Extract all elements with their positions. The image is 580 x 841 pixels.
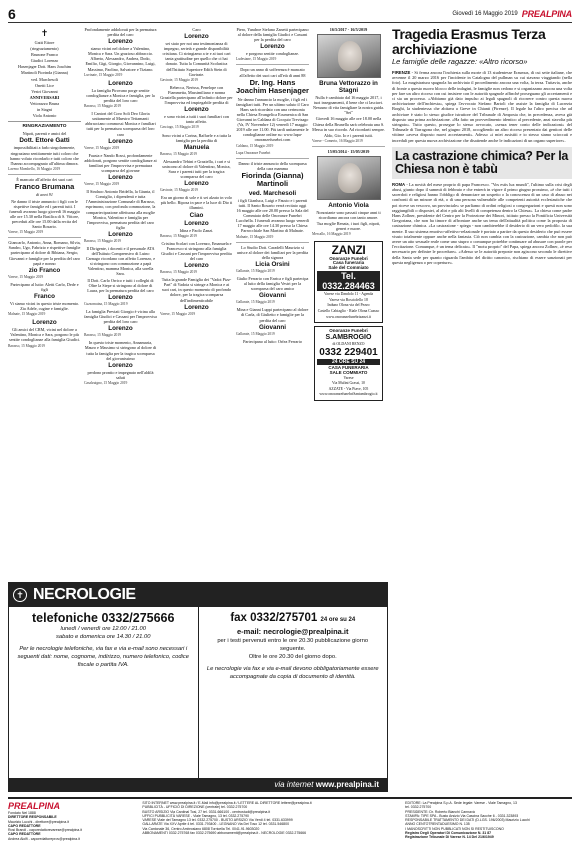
notice-signature: Tua moglie Renata, i tuoi figli, nipoti, generi e nuore.: [316, 221, 381, 232]
notice-text: Alessandro Tebini e Graziella, i cari e si uniscono al dolore di Valentino, Monica, Sara e i parenti tutti per la tragica scomparsa del caro: [162, 158, 231, 180]
index-item: Onetti Lice: [35, 82, 54, 88]
notice-text: Danno il triste annuncio della scomparsa della cara mamma: [238, 160, 307, 171]
email-link[interactable]: e-mail: necrologie@prealpina.it: [236, 627, 349, 636]
index-item: Viola Antonio: [32, 113, 57, 119]
index-item: ved. Marchesoli: [31, 76, 58, 82]
notice-text: Sono vicini a Corina, Raffaele e a tutta la famiglia per la perdita di: [161, 132, 232, 143]
notice-date: Barasso, 15 Maggio 2019: [84, 333, 121, 338]
index-item: Giudici Lorenzo: [30, 58, 59, 64]
article-subheadline: Le famiglie delle ragazze: «Altro ricorso»: [392, 57, 528, 66]
index-item: Gatti Ettore: [34, 40, 55, 45]
notice-date: Luvinate, 15 Maggio 2019: [84, 72, 123, 77]
colophon-line: SITO INTERNET www.prealpina.it / E-Mail info@prealpina.it / LETTERE AL DIRETTORE lettere@prealpina.it: [142, 801, 312, 805]
ad-line: di OLDANI RENZO: [332, 341, 365, 346]
notice-text: Il Sindaco Antonio Bridella, la Giunta, il Consiglio, i dipendenti e tutta l'Amministrazione Comunale di Barasso, esprimono, con profonda commozione, la compartecipazione affettuosa alla moglie Monica, Valentino e famiglia per l'improvvisa, prematura perdita del caro figlio: [85, 189, 156, 230]
notice-text: perdono prontio e impegnato nell'aldilà saluti: [87, 369, 154, 380]
deceased-name: Franco Brumana: [14, 181, 75, 191]
notice-text: sei stato per noi una testimonianza di impegno, serietà e grande disponibilità cristiana. Ci stringiamo a te e ai tuoi cari tanta gratitudine per quello che ci hai donato. Tutta la Comunità Scolastica dell'Istituto Superiore Edith Stein di Gavirate.: [162, 41, 231, 77]
index-item: Martinoli Fiorinda (Gianna): [21, 70, 68, 76]
notice-date: Varese, 15 Maggio 2019: [8, 230, 44, 235]
notice-text: i figli Gianluca, Luigi e Fausto e i parenti tutti. Il Santo Rosario verrà recitato oggi 16 maggio alle ore 20.00 presso la Sala del Commiato delle Onoranze Funebri Lucchella. I funerali avranno luogo venerdì 17 maggio alle ore 14.30 presso la Chiesa Parrocchiale San Martino di Malnate.: [236, 197, 309, 234]
deceased-name: Giovanni: [259, 292, 286, 300]
notice-text: impossibilitati a farlo singolarmente, ringraziano sentitamente tutti coloro che hanno voluto ricordarlo e tutti coloro che l'hanno accompagnato all'ultima dimora.: [10, 145, 79, 166]
notice-text: Giovedì 16 maggio alle ore 18.00 nella Chiesa della Brunella sarà celebrata una S. Messa in suo ricordo. Ad ricordarti sempre.: [312, 116, 385, 132]
cross-icon: ✝: [40, 28, 49, 38]
zanzi-ad: [314, 241, 383, 324]
ad-website: www.onoranzefunebriSantambrogio.it: [319, 392, 378, 397]
deceased-name-suffix: ved. Marchesoli: [248, 189, 297, 197]
divider: [312, 146, 385, 147]
colophon-line: Registrazione Tribunale Di Varese N. 14 Del 21/6/1949: [405, 835, 494, 840]
ad-name: S.AMBROGIO: [325, 333, 372, 341]
page-number: 6: [8, 5, 16, 22]
fax-line: [205, 611, 382, 627]
notice-text: Era un giorno di sole e ti sei alzato in volo più bello. Riposa in pace e la luce di Dio ti illumini.: [160, 195, 233, 211]
colophon-line: Maurizio Lucchi - direttore@prealpina.it: [8, 819, 69, 824]
news-column: [392, 27, 572, 577]
obituary-column-4: [236, 27, 309, 577]
notice-text: Partecipano al lutto: Orfea Ferrario: [243, 338, 302, 344]
colophon-line: STAMPA: TIPE SPA - Busto Arsizio Via Cascina Sacche 6 - 0331.323893: [405, 813, 519, 818]
notice-text: Piero, Yandroe Stefano Zanetti partecipano al dolore della famiglia Giudici e Cassani per la perdita del caro: [236, 27, 309, 43]
notice-date: Varese, 15 Maggio 2019: [84, 145, 120, 150]
deadline-text: Oltre le ore 20.30 del giorno dopo.: [248, 654, 337, 660]
notice-text: Vi siamo vicini in questo triste momento. Zia Adele, cugine e famiglie.: [9, 300, 80, 312]
notice-date: Ludesiane, 15 Maggio 2019: [236, 57, 277, 62]
notice-date: Gallarate, 15 Maggio 2019: [236, 331, 275, 336]
notice-text: Giancarlo, Antonio, Anna, Romano, Silvia, Sandro, Ugo, Fabrizio e rispettive famiglie partecipano al dolore di Bibiana, Sergio, Giovanni e famiglie per la perdita del caro papà e nonno: [8, 240, 81, 266]
deceased-name: Lorenzo: [108, 79, 133, 87]
deceased-name: Licia Orsini: [255, 260, 290, 268]
notice-text: Profondamente addolorati per la prematura perdita del caro: [84, 27, 157, 38]
necrologie-body: [9, 607, 387, 778]
necrologie-footer: [9, 778, 387, 791]
necrologie-box: [8, 582, 388, 792]
portrait-photo: [317, 156, 381, 200]
colophon-line: ABBONAMENTI 0332.275768 fax 0332.275690 abbonamenti@prealpina.it - NECROLOGIE 0332.275666: [142, 831, 307, 836]
necrologie-title-bar: [9, 583, 387, 607]
deceased-name: Lorenzo: [184, 262, 209, 270]
colophon-line: Andrea Aiolfi - caporedattoreprov@prealpina.it: [8, 836, 80, 841]
colophon-line: EDITORE: La Prealpina S.p.A. Sede legale: Varese - Viale Tamagno, 13: [405, 801, 517, 805]
ad-phone: Tel. 0332.284463: [317, 271, 380, 291]
notice-date: Casalzuigno, 15 Maggio 2019: [84, 380, 128, 385]
colophon-line: Fondato Nel 1888: [8, 811, 36, 815]
ad-line: Castello Cabiaglio - Riale Olona Cuasso: [317, 309, 380, 314]
deceased-name: Lorenzo: [184, 303, 209, 311]
notice-text: Mina e Gianni Luppi partecipano al dolore di Carla, di Giulietto e famiglie per la perdita del caro: [236, 307, 309, 323]
ad-line: Varese via Bosciolello 18: [329, 297, 368, 302]
notice-text: Il Dott. Carlo Orrico e tutti i colleghi di Oltre la Siepe si stringono al dolore di Laura, per la prematura perdita del caro: [87, 277, 154, 293]
index-item: Brunone Franco: [30, 52, 59, 58]
fax-hours: 24 ore su 24: [320, 617, 356, 623]
colophon-heading: CAPO REDATTORE: [8, 832, 41, 837]
notice-date: Cuzzomaina, 15 Maggio 2019: [84, 301, 128, 306]
notice-text: Nulla è cambiato dal 16 maggio 2017, i tuoi insegnamenti, il bene che ci lasciavi. Nessuno di vita famigliare la nostra guida. "Sei": [312, 95, 385, 116]
notice-text: Nonostante sono passati cinque anni ti ricordiamo ancora con tanto amore.: [316, 210, 381, 221]
ad-subtitle: Onoranze Funebri: [329, 255, 368, 261]
notice-signature: Aldo, Gio. Io e i parenti tutti.: [324, 132, 373, 138]
anniversary-dates: 16/5/2017 - 16/5/2019: [329, 27, 368, 32]
section-heading: RINGRAZIAMENTO: [8, 121, 81, 129]
notice-text: I Cantori del Coro Soli Deo Gloria unitamente al Maestro Tettamanti abbracciano commossi Monica e familiari tutti per la prematura scomparsa del loro caro: [85, 111, 156, 137]
colophon-heading: CAPO REDATTORE: [8, 823, 41, 828]
obituary-columns: [8, 27, 388, 577]
ad-note: 24 ORE SU 24: [317, 359, 380, 365]
article-2-header: [392, 147, 572, 179]
article-body: [392, 70, 572, 143]
candle-icon: ✝: [13, 588, 27, 602]
notice-text: Partecipano al lutto: Aletti Carlo, Dede e figli: [10, 281, 79, 292]
notice-date: Gallarate, 15 Maggio 2019: [236, 300, 275, 305]
ad-line: Induno Olona via del Pezzo: [327, 303, 370, 308]
notice-date: Barasso, 15 Maggio 2019: [160, 270, 197, 275]
notice-date: Barasso, 15 Maggio 2019: [84, 238, 121, 243]
fax-number[interactable]: fax 0332/275701: [230, 612, 318, 624]
ad-line: AZZATE - Via Piave, 105: [328, 386, 369, 391]
ad-line: Varese via Dandolo 11 - Agenda: [323, 292, 374, 297]
notice-date: Laveno Mombello, 16 Maggio 2019: [8, 166, 61, 171]
website-link[interactable]: www.prealpina.it: [315, 780, 379, 789]
notice-text: In questo triste momento, Annamaria, Mauro e Massimo si stringono al dolore di tutta la famiglia per la tragica scomparsa del giovanissimo: [84, 340, 157, 361]
colophon-line: tel. 0332.275700: [405, 805, 432, 810]
notice-text: Nipoti, parenti e amici del: [22, 131, 67, 137]
deceased-name: Lorenzo: [108, 38, 133, 46]
phone-hours: lunedì / venerdì ore 12.00 / 21.00: [60, 626, 146, 632]
header-right: [452, 9, 572, 19]
deceased-name: Lorenzo: [184, 180, 209, 188]
notice-text: Tutta la grande Famiglia dei "Vadoi Pizz-Part" di Vadoia si stringe a Monica e ai suoi cari, in questo momento di profondo dolore, per la tragica scomparsa dell'indimenticabile: [161, 277, 232, 303]
notice-text: Fausta e Nando Rossi, profondamente addolorati, porgono sentite condoglianze ai familiari per l'improvvisa e prematura scomparsa del giovane: [84, 152, 157, 173]
notice-date: Casciago, 15 Maggio 2019: [160, 125, 199, 130]
obituary-column-3: [160, 27, 233, 577]
ad-title: ZANZI: [331, 242, 366, 257]
ad-line: Via Mulini Grassi, 10: [332, 381, 365, 386]
index-item: Vettorazzo Bruna: [29, 100, 60, 106]
notice-date: Barasso, 15 Maggio 2019: [84, 104, 121, 109]
anniversary-dates: 15/05/2014 - 15/05/2019: [327, 148, 370, 154]
notice-date: Malnate, 15 Maggio 2019: [8, 312, 46, 317]
deceased-name: Franco: [34, 292, 55, 300]
ad-website: www.onoranzefunebrizanzi.it: [326, 314, 371, 319]
notice-date: Gavirate, 15 Maggio 2019: [160, 188, 198, 193]
notice-date: Malnate, 15 Maggio 2019: [236, 234, 274, 239]
divider: [8, 237, 81, 238]
colophon-line: UFFICI PUBBLICITÀ VARESE - Viale Tamagno, 13 tel. 0332.275790: [142, 813, 249, 818]
colophon-line: Via Cantonale 36, Centro Ambrosiano 6808 Torricella Tel. 0041.91.9603020: [142, 826, 260, 831]
notice-text: Dopo un anno di sofferenza è mancato all'affetto dei suoi cari all'età di anni 88: [239, 67, 306, 78]
colophon-editorial: [8, 801, 136, 841]
notice-text: e sono vicini a tutti i suoi familiari con tanto affetto.: [164, 114, 229, 125]
article-2-headline: La castrazione chimica? Per la Chiesa non è tabù: [395, 148, 569, 176]
deceased-name: Lorenzo: [108, 293, 133, 301]
deceased-name: Manuela: [183, 143, 210, 151]
deceased-name: Lorenzo: [32, 319, 57, 327]
deceased-name: Lorenzo: [108, 361, 133, 369]
notice-text: Rebecca, Nerissa, Penelope con Fiammetta, Massimiliano e nonna Graziella partecipano all'infinito dolore per l'improvvisa ed inspiegabile perdita di: [160, 84, 233, 106]
notice-date: Mercallo, 16 Maggio 2019: [312, 232, 351, 237]
index-section: ANNIVERSARI: [29, 94, 60, 100]
ad-line: Sale del Commiato: [328, 264, 369, 270]
notice-text: Gli amici del CRM, vicini nel dolore a Valentino, Monica e Sara, porgono le più sentite condoglianze alla famiglia Giudici.: [8, 327, 81, 343]
necrologie-title: NECROLOGIE: [33, 586, 136, 603]
ad-line: CASA FUNERARIA: [328, 365, 369, 371]
deceased-name: Lorenzo: [184, 106, 209, 114]
deceased-name: Bruna Vettorazzo in Stagni: [319, 80, 378, 95]
index-item: in Stagni: [36, 107, 52, 113]
notice-date: Gavirate, 15 Maggio 2019: [160, 77, 198, 82]
notice-text: Cristina Scolari con Lorenzo, Emanuela e Francesco si stringono alla famiglia Giudici e Cassani per l'improvvisa perdita del caro: [161, 240, 232, 261]
divider: [8, 174, 81, 175]
deceased-name: Lorenzo: [108, 174, 133, 182]
notice-text: Lo Studio Dott. Caradelli Maurizio si unisce al dolore dei familiari per la perdita della signora: [236, 244, 309, 260]
divider: [236, 64, 309, 65]
deceased-age: di anni 91: [36, 192, 53, 198]
divider: [236, 158, 309, 159]
deceased-name: Lorenzo: [108, 137, 133, 145]
notice-date: Barasso, 15 Maggio 2019: [8, 343, 45, 348]
colophon-line: Rosi Brandi - caporedattorevarese@prealpina.it: [8, 828, 82, 833]
colophon-publisher: [405, 801, 572, 840]
masthead-logo: PREALPINA: [521, 8, 572, 19]
article-text: - Si ferma ancora l'inchiesta sulla morte di 13 studentesse Erasmus, di cui sette italiane, che avvenne il 20 marzo 2016 per l'incidente in Catalogna del pullman su cui stavano viaggiando (nella foto). La magistratura spagnola ha archiviato il procedimento ancora una volta, la terza. Tuttavia, anche di fronte a questo nuovo blocco delle indagini, le famiglie non cedono e si organizzano ancora una volta per fare un altro ricorso con cui insistere con le autorità spagnole affinché proseguano gli accertamenti e ci sia un processo. «Abbiamo già dato impulso ai legali spagnoli di ricorrere contro questa nuova archiviazione dell'inchiesta», spiega l'avvocato Stefano Bartoli che assiste la famiglia di Lucrezia Borghi, la studentessa che abitava a Greve in Chianti (Firenze). Il legale ha l'altro precisa che ad archiviare è stato lo stesso giudice istruttore del Tribunale di Amposta che, in precedenza, aveva già disposto una prima archiviazione. «Ha fatto un provvedimento identico al precedente, anzi stavolta più stringato». Tutto questo, prosegue lo stesso avvocato, «senza tener conto delle indicazioni» del Tribunale di Tarragona che, nel giugno 2018, accogliendo un altro ricorso presentato dai genitori delle vittime «aveva disposto nuovi accertamenti». Adesso «i miei assistiti e io stesso siamo scioccati e increduli per questa nuova archiviazione che disattende anche le indicazioni di un organo superiore».: [392, 70, 572, 143]
colophon-line: RESPONSABILE TRATTAMENTO DEI DATI (D.LGS. 196/2003) Maurizio Lucchi: [405, 818, 530, 823]
deceased-name: Dr. Ing. Hans Joachim Hasenjager: [236, 77, 309, 96]
colophon-contacts: [142, 801, 399, 835]
obituary-column-2: [84, 27, 157, 577]
article-headline: Tragedia Erasmus Terza archiviazione: [392, 26, 546, 57]
deceased-name: Dott. Ettore Gatti: [19, 137, 70, 145]
deceased-name: Lorenzo: [184, 33, 209, 41]
ad-line: SALE COMMIATO: [329, 370, 368, 376]
phone-requirements: Per le necrologie telefoniche, via fax e via e-mail sono necessari i seguenti dati: nome, cognome, indirizzo, numero telefonico, codice fiscale o partita IVA.: [17, 646, 189, 668]
ad-phone: 0332 229401: [319, 347, 378, 359]
colophon-heading: DIRETTORE RESPONSABILE: [8, 815, 57, 820]
footer-label: via internet: [274, 780, 314, 789]
notice-text: Caro: [192, 27, 201, 32]
index-item: Hasenjager Dott. Hans Joachim: [17, 64, 72, 70]
deceased-name: Ciao: [189, 211, 204, 219]
article-text: - La novità del mese proprio di papa Francesco. "Vos estis lux mundi", l'ultimo sulla crisi degli abusi, giunto dopo il summit di febbraio e che entrerà in vigore il primo giugno prossimo, «è che tutti i sacerdoti e religiosi hanno l'obbligo di denunciare un sospetto o la conoscenza di un caso di abuso nei confronti di un minore di età, o di una persona vulnerabile alle competenti autorità ecclesiastiche che poi riceve un vescovo, un provinciale» se parliamo di ordini religiosi o congregazioni e questi non sono raggiungibili o dispostei, al altri e più alti livelli di competenza dentro la Chiesa». La chiesa come padre Hans Zollner, presidente del Centro per la Protezione dei Minori, istituto presso la Pontificia Università Gregoriana, che non ha timore di affrontare anche un tema dell'attualità politica come la proposta di castrazione chimica. «La castrazione - spiega - non cambierebbe il desiderio di un vero pedofilo. la sua mente. Il suo sistema emotivo-affettivo-relazionale è portato a partire da questo desiderio che può essere visuto totalmente oppure anche nella fantasia. Ciò non cambia con la castrazione, cambia che non può avere un atto sessuale reale come uno stupro o comunque potrebbe continuare ad abusare con parole per l'eccitazione. Comunque, è un tema delicato». Il "motu proprio" del Papa, spiega ancora Zollner, «è reso necessario per definire le procedure». «Adesso se le autorità preposte non agiscono secondo le direttive della Santa sede per quanto riguarda l'ambito del diritto canonico, rischiano di essere sanzionati per questa negligenza o per coperture».: [392, 181, 572, 265]
ad-line: Casa funeraria: [332, 260, 365, 266]
ad-line: Varese: [343, 375, 354, 380]
deceased-name: Antonio Viola: [328, 202, 369, 210]
article-dateline: ROMA: [392, 181, 406, 187]
notice-date: Varese, 15 Maggio 2019: [84, 182, 120, 187]
deceased-name: Fiorinda (Gianna) Martinoli: [241, 170, 304, 189]
notice-date: Varese, 15 Maggio 2019: [160, 311, 196, 316]
deceased-name: zio Franco: [28, 266, 61, 274]
colophon-line: GALLARATE Via XXV Aprile 4 tel. 0331.793400 - LEGNANO Via Dei Toso 12 tel. 0331.546800: [142, 822, 290, 827]
notice-date: Varese - Comerio, 16 Maggio 2019: [312, 138, 363, 143]
funeral-agency: Lupa Onoranze Funebri: [236, 150, 271, 155]
index-list: [8, 40, 81, 118]
footer-logo: PREALPINA: [8, 801, 61, 811]
notice-text: e porgono sentite condoglianze.: [245, 51, 300, 57]
portrait-photo: [317, 34, 381, 78]
ad-title: Onoranze Funebri: [329, 328, 368, 334]
notice-text: Ne danno l'annuncio la moglie, i figli ed i famigliari tutti. Per un ultimo saluto il Caro Hans sarà ricordato con una cerimonia nella Chiesa Evangelica Ecumenica di San Giovanni in Caldana di Cocquio Trevisago (Va, IV Novembre 12) venerdì 17 maggio 2019 alle ore 11.00. Più tardi unitamente le condoglianze online su: www.lupa-onoranzefunebri.com: [236, 96, 309, 143]
colophon-line: BUSTO ARSIZIO Via Cardinal Tosi, 27 tel. 0331.666100 - centrostudi@prealpina.it: [142, 809, 271, 814]
header-date: Giovedì 16 Maggio 2019: [452, 10, 518, 17]
notice-text: siamo vicini nel dolore a Valentino, Monica e Sara. Un grazioso abbraccio. Alberto, Alessandro, Andrea, Dodo, Emilio, Gigi, Giorgio, Giovannino, Luigi, Massimo, Paolino, Salvatore e Tiziano.: [85, 46, 156, 72]
notice-text: Giulio Ferrario con Enrica e figli partecipa al lutto della famiglia Vestri per la scomparsa del caro amico: [236, 276, 309, 292]
colophon: [8, 797, 572, 841]
divider: [236, 242, 309, 243]
notice-text: Idina e Paolo Zanzi.: [179, 227, 214, 233]
notice-date: Varese, 15 Maggio 2019: [8, 274, 44, 279]
phone-info: [9, 607, 198, 778]
phone-number[interactable]: telefoniche 0332/275666: [32, 611, 175, 625]
article-2-body: [392, 182, 572, 265]
fax-email-info: [198, 607, 388, 778]
deceased-name: Lorenzo: [260, 43, 285, 51]
index-item: Vestri Giovanni: [31, 88, 58, 94]
obituary-column-1: [8, 27, 81, 577]
notice-text: La famiglia Pirovano porge sentite condoglianze a Monica e famiglia, per la perdita del loro caro: [86, 87, 155, 103]
deceased-name: Lorenzo: [108, 325, 133, 333]
notice-text: La famiglia Previati Giorgio è vicina alla famiglia Giudici e Cassani per l'improvvisa perdita del loro caro: [84, 308, 157, 325]
colophon-line: ANNO CENTOTRENTADUESIMO N. 135: [405, 822, 470, 827]
deceased-name: Lorenzo: [108, 230, 133, 238]
santambrogio-ad: [314, 326, 383, 401]
id-requirement: Le necrologie via fax e via e-mail devono obbligatoriamente essere accompagnate da copia di documento di identità.: [206, 666, 379, 680]
notice-date: Gallarate, 15 Maggio 2019: [236, 268, 275, 273]
deceased-name: Giovanni: [259, 323, 286, 331]
notice-date: Caldana, 15 Maggio 2019: [236, 143, 274, 148]
notice-date: Barasso, 15 Maggio 2019: [160, 151, 197, 156]
notice-date: Barasso, 15 Maggio 2019: [160, 233, 197, 238]
index-item: (ringraziamento): [30, 46, 59, 52]
colophon-line: PUBBLICITÀ - UFFICIO DI DIREZIONE (centrale) tel. 0332.275700: [142, 805, 248, 810]
colophon-line: I MANOSCRITTI NON PUBBLICATI NON SI RESTITUISCONO: [405, 826, 504, 831]
notice-text: È mancato all'affetto dei suoi cari: [16, 176, 73, 182]
notice-text: Il Dirigente, i docenti e il personale ATA dell'Istituto Comprensivo di Luino Carnago ricordano con affetto Lorenzo, e si stringono con commozione a papà Valentino, mamma Monica, alla sorella Sara.: [85, 246, 156, 277]
deadline-text: per i testi pervenuti entro le ore 20.30 pubblicazione giorno seguente.: [217, 638, 369, 652]
obituary-column-5: [312, 27, 385, 577]
page-header: [8, 5, 572, 23]
article-dateline: FIRENZE: [392, 70, 411, 75]
deceased-name: Lorenzo: [184, 219, 209, 227]
phone-hours: sabato e domenica ore 14.30 / 21.00: [56, 634, 151, 640]
notice-text: Ne danno il triste annuncio i figli con le rispettive famiglie ed i parenti tutti. I funerali avranno luogo giovedì 16 maggio alle ore 15.30 nella Basilica di S. Vittore, preceduti alle ore 15.00 dalla recita del Santo Rosario.: [9, 198, 80, 230]
colophon-line: PRESIDENTE: Dr. Roberto Bianchi Cannavà: [405, 809, 475, 814]
colophon-line: VARESE Viale dei Tamagno 13 tel. 0332.275700 - BUSTO ARSIZIO Via Verdi 4 tel. 0331.633999: [142, 818, 293, 823]
colophon-line: Registro Degli Operatori Di Comunicazione N. 31 87: [405, 831, 492, 836]
